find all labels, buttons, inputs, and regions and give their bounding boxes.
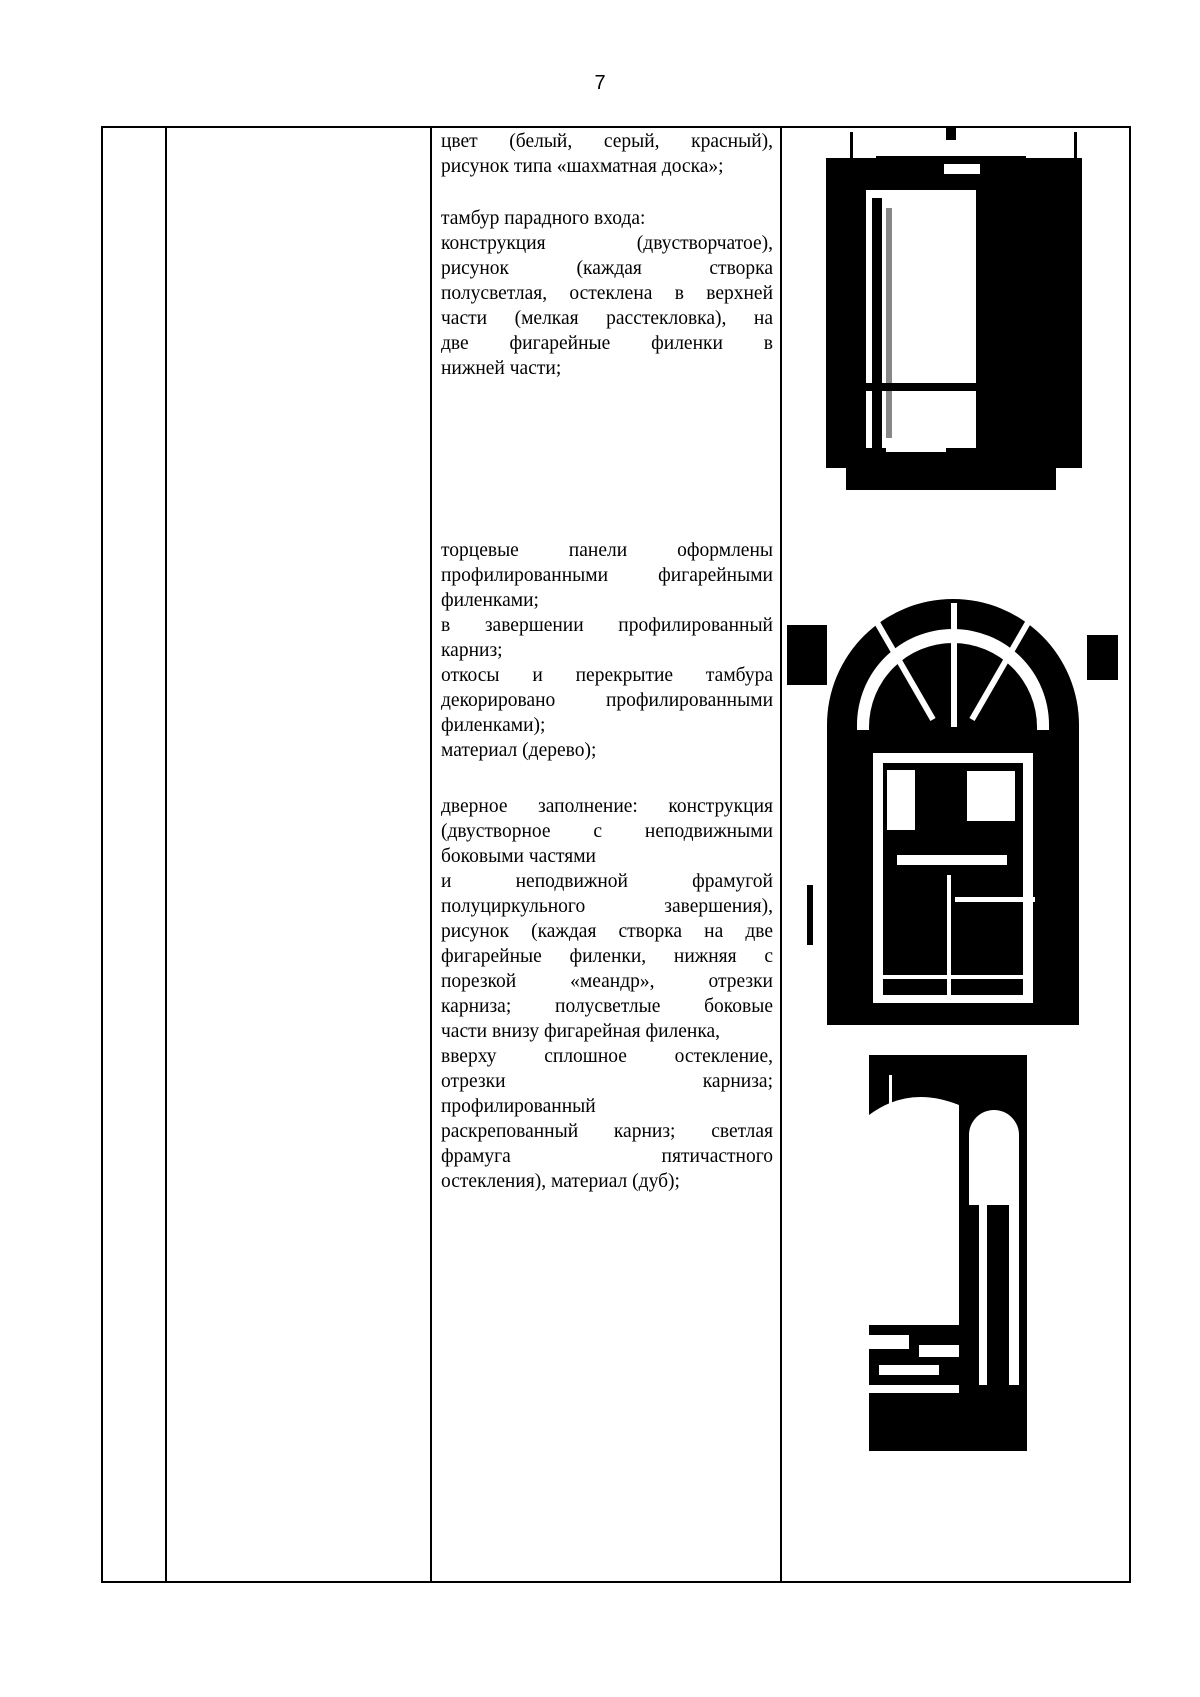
- text-line: тамбур парадного входа:: [441, 208, 646, 229]
- text-line: карниз;: [441, 640, 503, 661]
- text-line: фрамуга пятичастного: [441, 1146, 773, 1167]
- text-line: торцевые панели оформлены: [441, 540, 773, 561]
- text-line: рисунок типа «шахматная доска»;: [441, 156, 724, 177]
- text-line: отрезки карниза;: [441, 1071, 773, 1092]
- text-line: раскрепованный карниз; светлая: [441, 1121, 773, 1142]
- text-block-panels: [441, 538, 773, 763]
- text-line: декорировано профилированными: [441, 690, 773, 711]
- column-divider-3: [780, 126, 782, 1583]
- text-line: порезкой «меандр», отрезки: [441, 971, 773, 992]
- text-line: филенками;: [441, 590, 539, 611]
- text-line: и неподвижной фрамугой: [441, 871, 773, 892]
- text-line: конструкция (двустворчатое),: [441, 233, 773, 254]
- text-block-floor: [441, 129, 773, 179]
- arched-door-photo: [787, 555, 1118, 1025]
- text-line: боковыми частями: [441, 846, 596, 867]
- text-line: вверху сплошное остекление,: [441, 1046, 773, 1067]
- text-line: филенками);: [441, 715, 546, 736]
- text-line: материал (дерево);: [441, 740, 597, 761]
- text-line: профилированными фигарейными: [441, 565, 773, 586]
- text-line: дверное заполнение: конструкция: [441, 796, 773, 817]
- column-divider-2: [430, 126, 432, 1583]
- text-line: цвет (белый, серый, красный),: [441, 131, 773, 152]
- text-line: остекления), материал (дуб);: [441, 1171, 680, 1192]
- text-line: полуциркульного завершения),: [441, 896, 773, 917]
- column-divider-1: [165, 126, 167, 1583]
- interior-arch-photo: [869, 1055, 1027, 1451]
- page-number: 7: [594, 72, 606, 94]
- text-line: откосы и перекрытие тамбура: [441, 665, 773, 686]
- vestibule-photo: [826, 128, 1082, 490]
- text-line: полусветлая, остеклена в верхней: [441, 283, 773, 304]
- text-line: в завершении профилированный: [441, 615, 773, 636]
- text-block-door: [441, 794, 773, 1194]
- text-line: рисунок (каждая створка на две: [441, 921, 773, 942]
- text-line: (двустворное с неподвижными: [441, 821, 773, 842]
- text-line: две фигарейные филенки в: [441, 333, 773, 354]
- text-block-vestibule: [441, 206, 773, 381]
- text-line: рисунок (каждая створка: [441, 258, 773, 279]
- text-line: части внизу фигарейная филенка,: [441, 1021, 721, 1042]
- text-line: нижней части;: [441, 358, 562, 379]
- text-line: карниза; полусветлые боковые: [441, 996, 773, 1017]
- text-line: профилированный: [441, 1096, 596, 1117]
- text-line: фигарейные филенки, нижняя с: [441, 946, 773, 967]
- text-line: части (мелкая расстекловка), на: [441, 308, 773, 329]
